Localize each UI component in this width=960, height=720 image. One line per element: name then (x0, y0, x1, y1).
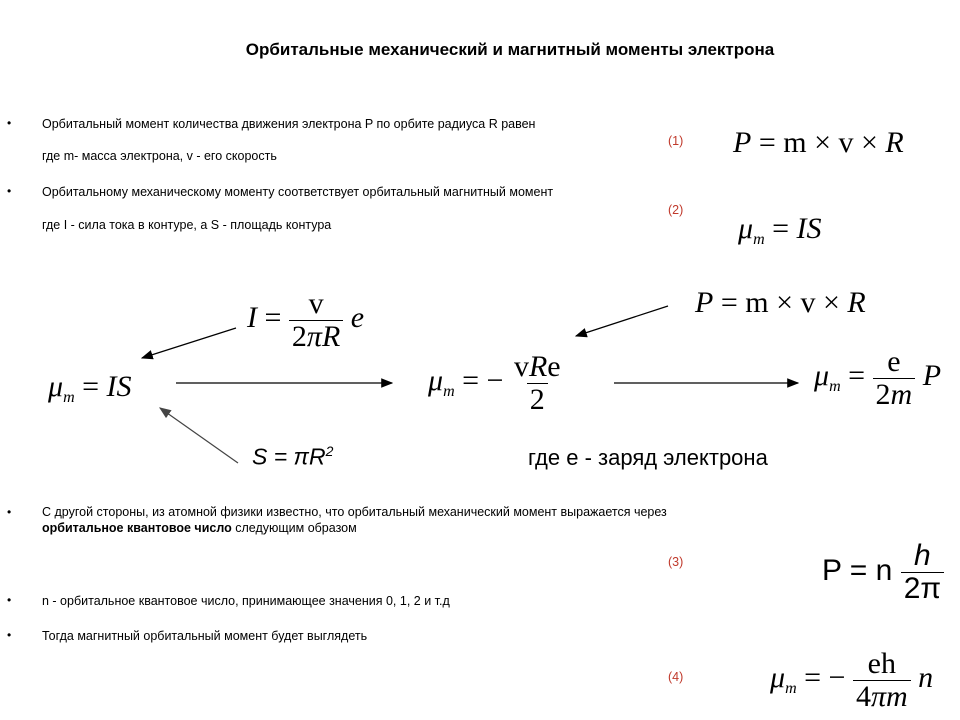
bold-term: орбитальное квантовое число (42, 521, 232, 535)
bullet-1-line-1: Орбитальный момент количества движения электрона P по орбите радиуса R равен (42, 117, 536, 131)
bullet-3-line-1: С другой стороны, из атомной физики известно, что орбитальный механический момент выражается через (42, 505, 667, 519)
formula-quantum-magnetic: $\mu_m$ = − $\frac{eh}{4\pi m}$ n (770, 647, 934, 713)
formula-mu-vre: $\mu_m$ = − $\frac{\text{vRe}}{2}$ (428, 350, 561, 416)
bullet-2-line-2: где I - сила тока в контуре, а S - площадь контура (42, 218, 332, 232)
bullet-dot: • (7, 593, 12, 607)
charge-note: где e - заряд электрона (528, 445, 768, 470)
equation-number-3: (3) (668, 555, 684, 569)
formula-momentum: P = m × v × R (733, 126, 904, 159)
arrow-momentum-down (576, 306, 668, 336)
bullet-3-rest: следующим образом (231, 521, 357, 535)
bullet-dot: • (7, 184, 12, 198)
formula-mu-is: $\mu_m$ = IS (48, 370, 132, 406)
bullet-dot: • (7, 628, 12, 642)
bullet-dot: • (7, 116, 12, 130)
formula-area: $S = \pi R^2$ (252, 443, 334, 470)
formula-mu-ep: $\mu_m$ = $\frac{e}{2m}$ P (814, 345, 942, 411)
equation-number-2: (2) (668, 203, 684, 217)
bullet-3-line-2 (42, 521, 357, 536)
equation-number-4: (4) (668, 670, 684, 684)
page-title: Орбитальные механический и магнитный моменты электрона (245, 40, 775, 59)
bullet-dot: • (7, 505, 12, 519)
formula-quantum-momentum: P = n $\frac{h}{2\pi}$ (822, 540, 944, 604)
formula-magnetic-moment: $\mu_m$ = IS (738, 212, 822, 248)
equation-number-1: (1) (668, 134, 684, 148)
bullet-5: Тогда магнитный орбитальный момент будет выглядеть (42, 629, 368, 643)
arrow-area-to-mu (160, 408, 238, 463)
bullet-1-line-2: где m- масса электрона, v - его скорость (42, 149, 277, 163)
bullet-2-line-1: Орбитальному механическому моменту соответствует орбитальный магнитный момент (42, 185, 554, 199)
bullet-4: n - орбитальное квантовое число, принимающее значения 0, 1, 2 и т.д (42, 594, 450, 608)
formula-current: I = $\frac{v}{2\pi R}$ e (247, 287, 365, 353)
arrow-current-to-mu (142, 328, 236, 358)
formula-momentum-repeat: P = m × v × R (695, 286, 866, 319)
